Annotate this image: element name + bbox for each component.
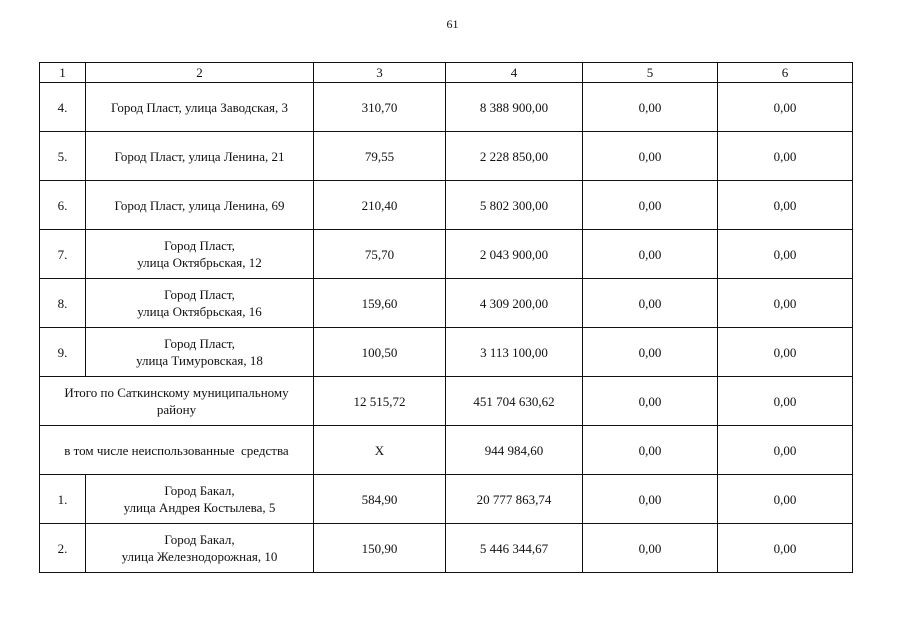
- address-cell: Город Пласт, улица Заводская, 3: [86, 83, 314, 132]
- cell-col5: 0,00: [583, 83, 718, 132]
- header-row: [40, 63, 853, 83]
- cell-col5: 0,00: [583, 132, 718, 181]
- cell-col3: 75,70: [314, 230, 446, 279]
- cell-col3: 310,70: [314, 83, 446, 132]
- address-cell: Город Пласт, улица Ленина, 21: [86, 132, 314, 181]
- cell-col5: 0,00: [583, 279, 718, 328]
- column-header: 2: [86, 63, 314, 83]
- cell-col4: 5 802 300,00: [446, 181, 583, 230]
- table-row: [40, 328, 853, 377]
- cell-col6: 0,00: [718, 230, 853, 279]
- table-row: [40, 279, 853, 328]
- column-header: 6: [718, 63, 853, 83]
- unused-funds-label: в том числе неиспользованные средства: [40, 426, 314, 475]
- address-cell: Город Пласт, улица Октябрьская, 12: [86, 230, 314, 279]
- cell-col6: 0,00: [718, 524, 853, 573]
- cell-col4: 944 984,60: [446, 426, 583, 475]
- address-cell: Город Бакал, улица Андрея Костылева, 5: [86, 475, 314, 524]
- column-header: 1: [40, 63, 86, 83]
- table-row: [40, 475, 853, 524]
- address-cell: Город Пласт, улица Октябрьская, 16: [86, 279, 314, 328]
- cell-col6: 0,00: [718, 328, 853, 377]
- address-cell: Город Бакал, улица Железнодорожная, 10: [86, 524, 314, 573]
- cell-col6: 0,00: [718, 132, 853, 181]
- cell-col6: 0,00: [718, 83, 853, 132]
- row-number: 9.: [40, 328, 86, 377]
- cell-col3: 159,60: [314, 279, 446, 328]
- row-number: 7.: [40, 230, 86, 279]
- cell-col5: 0,00: [583, 475, 718, 524]
- table-row: [40, 83, 853, 132]
- cell-col6: 0,00: [718, 279, 853, 328]
- cell-col3: 100,50: [314, 328, 446, 377]
- cell-col5: 0,00: [583, 328, 718, 377]
- cell-col4: 3 113 100,00: [446, 328, 583, 377]
- cell-col4: 451 704 630,62: [446, 377, 583, 426]
- cell-col4: 2 228 850,00: [446, 132, 583, 181]
- table-row: [40, 132, 853, 181]
- row-number: 6.: [40, 181, 86, 230]
- cell-col3: 150,90: [314, 524, 446, 573]
- address-cell: Город Пласт, улица Ленина, 69: [86, 181, 314, 230]
- cell-col6: 0,00: [718, 377, 853, 426]
- page-number: 61: [446, 17, 459, 31]
- cell-col4: 2 043 900,00: [446, 230, 583, 279]
- row-number: 4.: [40, 83, 86, 132]
- cell-col5: 0,00: [583, 181, 718, 230]
- cell-col3: 210,40: [314, 181, 446, 230]
- cell-col3: Х: [314, 426, 446, 475]
- column-header: 5: [583, 63, 718, 83]
- data-table: [39, 62, 853, 573]
- column-header: 3: [314, 63, 446, 83]
- cell-col5: 0,00: [583, 426, 718, 475]
- unused-funds-row: [40, 426, 853, 475]
- cell-col3: 12 515,72: [314, 377, 446, 426]
- cell-col3: 79,55: [314, 132, 446, 181]
- cell-col5: 0,00: [583, 524, 718, 573]
- table-row: [40, 181, 853, 230]
- column-header: 4: [446, 63, 583, 83]
- cell-col4: 8 388 900,00: [446, 83, 583, 132]
- cell-col5: 0,00: [583, 377, 718, 426]
- cell-col4: 4 309 200,00: [446, 279, 583, 328]
- table-row: [40, 230, 853, 279]
- row-number: 8.: [40, 279, 86, 328]
- table-row: [40, 524, 853, 573]
- cell-col4: 20 777 863,74: [446, 475, 583, 524]
- row-number: 5.: [40, 132, 86, 181]
- cell-col6: 0,00: [718, 181, 853, 230]
- cell-col4: 5 446 344,67: [446, 524, 583, 573]
- total-row: [40, 377, 853, 426]
- cell-col6: 0,00: [718, 426, 853, 475]
- address-cell: Город Пласт, улица Тимуровская, 18: [86, 328, 314, 377]
- cell-col6: 0,00: [718, 475, 853, 524]
- total-label: Итого по Саткинскому муниципальному району: [40, 377, 314, 426]
- row-number: 2.: [40, 524, 86, 573]
- row-number: 1.: [40, 475, 86, 524]
- cell-col5: 0,00: [583, 230, 718, 279]
- cell-col3: 584,90: [314, 475, 446, 524]
